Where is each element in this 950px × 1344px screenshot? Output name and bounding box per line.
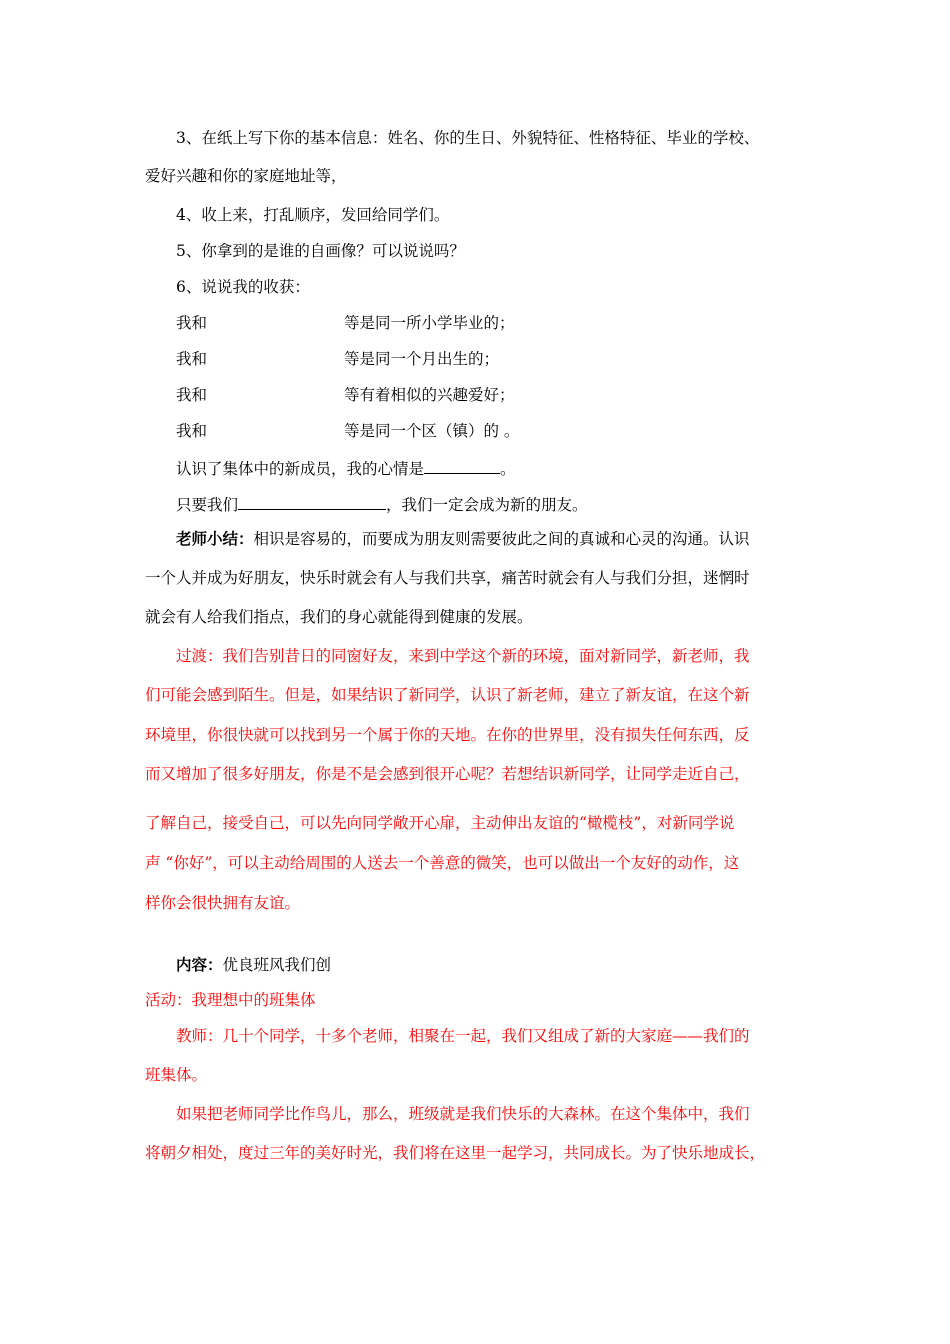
paragraph-step-3-cont: 爱好兴趣和你的家庭地址等，: [145, 167, 347, 185]
teacher-line-1: 教师：几十个同学，十多个老师，相聚在一起，我们又组成了新的大家庭——我们的: [176, 1027, 750, 1045]
transition-line-4: 而又增加了很多好朋友，你是不是会感到很开心呢？若想结识新同学，让同学走近自己，: [145, 765, 750, 783]
transition-line-3: 环境里，你很快就可以找到另一个属于你的天地。在你的世界里，没有损失任何东西，反: [145, 726, 750, 744]
harvest-left-2: 我和: [176, 350, 208, 368]
content-label: 内容：: [176, 955, 223, 974]
harvest-left-3: 我和: [176, 386, 208, 404]
friend-fill-line: [176, 493, 588, 515]
teacher-line-2: 班集体。: [145, 1066, 208, 1084]
summary-line-2: 一个人并成为好朋友，快乐时就会有人与我们共享，痛苦时就会有人与我们分担，迷惘时: [145, 569, 750, 587]
summary-line-3: 就会有人给我们指点，我们的身心就能得到健康的发展。: [145, 608, 533, 626]
activity-heading: 活动：我理想中的班集体: [145, 991, 316, 1009]
transition-line-5: 了解自己，接受自己，可以先向同学敞开心扉，主动伸出友谊的“橄榄枝”，对新同学说: [145, 814, 735, 832]
content-text: 优良班风我们创: [222, 956, 332, 974]
friend-end: ，我们一定会成为新的朋友。: [386, 496, 588, 514]
summary-text-1: 相识是容易的，而要成为朋友则需要彼此之间的真诚和心灵的沟通。认识: [253, 530, 750, 548]
content-heading: [176, 955, 331, 975]
transition-line-2: 们可能会感到陌生。但是，如果结识了新同学，认识了新老师，建立了新友谊，在这个新: [145, 686, 750, 704]
transition-line-7: 样你会很快拥有友谊。: [145, 894, 301, 912]
paragraph-step-3: 3、在纸上写下你的基本信息：姓名、你的生日、外貌特征、性格特征、毕业的学校、: [176, 129, 760, 147]
paragraph-step-6: 6、说说我的收获：: [176, 278, 310, 296]
harvest-left-1: 我和: [176, 314, 208, 332]
paragraph-step-4: 4、收上来，打乱顺序，发回给同学们。: [176, 206, 450, 224]
friend-blank: [238, 493, 386, 510]
harvest-right-3: 等有着相似的兴趣爱好；: [344, 386, 515, 404]
summary-label: 老师小结：: [176, 529, 254, 548]
harvest-right-2: 等是同一个月出生的；: [344, 350, 500, 368]
transition-line-6: 声 “你好”，可以主动给周围的人送去一个善意的微笑，也可以做出一个友好的动作，这: [145, 854, 740, 872]
harvest-right-4: 等是同一个区（镇）的 。: [344, 422, 520, 440]
paragraph-step-5: 5、你拿到的是谁的自画像？可以说说吗？: [176, 242, 465, 260]
harvest-left-4: 我和: [176, 422, 208, 440]
harvest-right-1: 等是同一所小学毕业的；: [344, 314, 515, 332]
transition-line-1: 过渡：我们告别昔日的同窗好友，来到中学这个新的环境，面对新同学，新老师，我: [176, 647, 750, 665]
mood-end: 。: [500, 460, 516, 478]
mood-prompt: 认识了集体中的新成员，我的心情是: [176, 460, 425, 478]
mood-blank: [424, 457, 500, 474]
forest-line-1: 如果把老师同学比作鸟儿，那么，班级就是我们快乐的大森林。在这个集体中，我们: [176, 1105, 750, 1123]
friend-prompt: 只要我们: [176, 496, 239, 514]
summary-line-1: [176, 529, 750, 549]
mood-fill-line: [176, 457, 516, 479]
forest-line-2: 将朝夕相处，度过三年的美好时光，我们将在这里一起学习，共同成长。为了快乐地成长，: [145, 1144, 766, 1162]
